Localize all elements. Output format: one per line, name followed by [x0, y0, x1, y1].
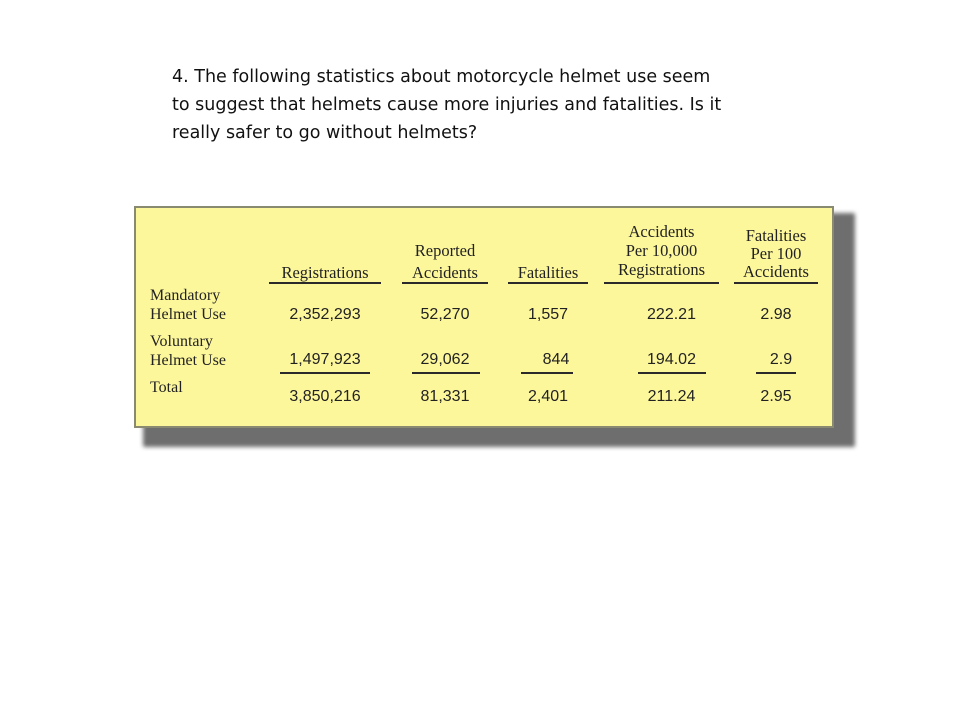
row-label-voluntary-helmet-use: [150, 332, 226, 370]
column-header-line: Fatalities: [745, 226, 807, 245]
column-header-underline: [269, 282, 381, 284]
column-header-line: Accidents: [628, 222, 695, 241]
total-underline: [280, 372, 370, 374]
column-header-fatalities-per-100: [734, 228, 818, 280]
row-label-line: Helmet Use: [150, 306, 226, 323]
column-header-underline: [402, 282, 488, 284]
column-header-line: Accidents: [412, 263, 478, 282]
column-header-accidents-per-10000: [604, 224, 719, 278]
total-underline: [521, 372, 573, 374]
column-header-reported-accidents: [402, 243, 488, 281]
row-label-line: Helmet Use: [150, 352, 226, 369]
total-underline: [756, 372, 796, 374]
column-header-underline: [734, 282, 818, 284]
cell-voluntary-fatalities-per-100: 2.9: [769, 351, 793, 368]
cell-mandatory-accidents-per-10000: 222.21: [647, 306, 696, 323]
cell-total-fatalities: 2,401: [527, 388, 569, 405]
cell-mandatory-fatalities-per-100: 2.98: [760, 306, 792, 323]
cell-mandatory-reported-accidents: 52,270: [420, 306, 470, 323]
helmet-statistics-table: [134, 206, 834, 428]
cell-mandatory-fatalities: 1,557: [527, 306, 569, 323]
column-header-line: Per 10,000: [625, 241, 698, 260]
row-label-line: Mandatory: [150, 287, 221, 304]
column-header-fatalities: [508, 265, 588, 281]
row-label-line: Voluntary: [150, 333, 213, 350]
row-label-line: Total: [150, 379, 183, 396]
question-line-2: to suggest that helmets cause more injuries and fatalities. Is it: [172, 95, 722, 115]
column-header-line: Accidents: [743, 262, 809, 281]
column-header-underline: [508, 282, 588, 284]
cell-total-registrations: 3,850,216: [289, 388, 361, 405]
cell-voluntary-registrations: 1,497,923: [289, 351, 361, 368]
question-line-1: 4. The following statistics about motorcycle helmet use seem: [172, 67, 711, 87]
total-underline: [412, 372, 480, 374]
total-underline: [638, 372, 706, 374]
column-header-line: Reported: [414, 241, 476, 260]
column-header-line: Fatalities: [517, 263, 579, 282]
column-header-registrations: [269, 265, 381, 281]
cell-total-reported-accidents: 81,331: [420, 388, 470, 405]
question-line-3: really safer to go without helmets?: [172, 123, 478, 143]
cell-voluntary-reported-accidents: 29,062: [420, 351, 470, 368]
cell-total-accidents-per-10000: 211.24: [647, 388, 696, 405]
cell-mandatory-registrations: 2,352,293: [289, 306, 361, 323]
column-header-line: Per 100: [750, 244, 802, 263]
column-header-underline: [604, 282, 719, 284]
question-text: [172, 63, 812, 147]
cell-total-fatalities-per-100: 2.95: [760, 388, 792, 405]
column-header-line: Registrations: [617, 260, 706, 279]
cell-voluntary-fatalities: 844: [542, 351, 570, 368]
row-label-total: [150, 378, 183, 397]
row-label-mandatory-helmet-use: [150, 286, 226, 324]
column-header-line: Registrations: [281, 263, 369, 282]
cell-voluntary-accidents-per-10000: 194.02: [647, 351, 696, 368]
